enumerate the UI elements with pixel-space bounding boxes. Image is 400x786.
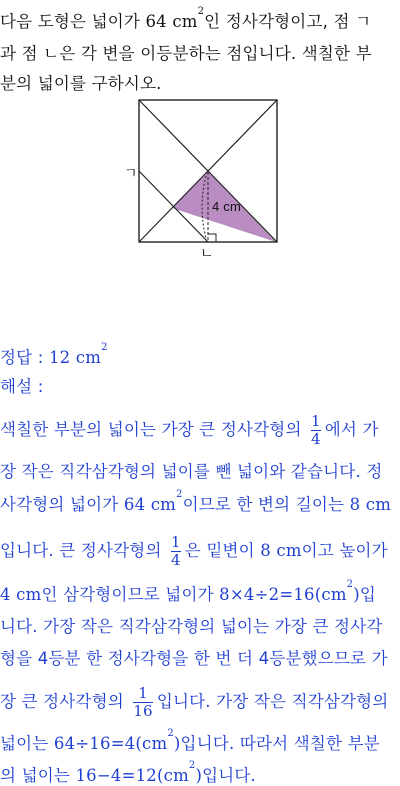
- answer-unit: cm: [75, 348, 102, 367]
- point-g-label: ㄱ: [124, 166, 138, 182]
- explanation-text: 입니다. 큰 정사각형의: [0, 541, 168, 560]
- explanation-line-1: [0, 413, 379, 448]
- fraction-denominator: 16: [133, 702, 153, 720]
- explanation-text: 인 삼각형이므로 넓이가: [41, 585, 220, 604]
- explanation-text: 색칠한 부분의 넓이는 가장 큰 정사각형의: [0, 420, 308, 439]
- area-expression: 16−4=12(cm: [75, 766, 189, 785]
- fraction-denominator: 4: [311, 430, 321, 448]
- explanation-text: 넓이는: [0, 734, 54, 753]
- fraction-one-quarter: [311, 413, 321, 448]
- area-expression: 8×4÷2=16(cm: [219, 585, 347, 604]
- fraction-numerator: 1: [171, 533, 181, 551]
- explanation-line-7: 형을 4등분 한 정사각형을 한 번 더 4등분했으므로 가: [0, 649, 388, 668]
- problem-text: 인 정사각형이고, 점 ㄱ: [204, 12, 372, 31]
- explanation-text: 의 넓이는: [0, 766, 76, 785]
- point-n-label: ㄴ: [200, 246, 214, 262]
- explanation-text: 입니다. 따라서 색칠한 부분: [180, 734, 380, 753]
- fraction-numerator: 1: [138, 684, 148, 702]
- answer-value: 12: [48, 348, 71, 367]
- explanation-line-9: [0, 730, 380, 754]
- explanation-text: 장 큰 정사각형의: [0, 692, 130, 711]
- expression-close: ): [353, 585, 360, 604]
- area-exponent: 2: [346, 579, 354, 590]
- side-length: 8 cm: [349, 495, 392, 514]
- explanation-text: 이고 높이가: [301, 541, 388, 560]
- explanation-text: 입: [359, 585, 377, 604]
- explanation-text: 에서 가: [324, 420, 379, 439]
- problem-line-2: 과 점 ㄴ은 각 변을 이등분하는 점입니다. 색칠한 부: [0, 44, 372, 63]
- right-angle-mark: [208, 234, 216, 242]
- explanation-text: 이므로 한 변의 길이는: [182, 495, 350, 514]
- area-expression: 64÷16=4(cm: [53, 734, 168, 753]
- explanation-line-5: [0, 581, 376, 605]
- fraction-numerator: 1: [311, 412, 321, 430]
- height-length: 4 cm: [0, 585, 42, 604]
- fraction-one-quarter: [171, 534, 181, 569]
- explanation-text: 입니다.: [202, 766, 256, 785]
- area-exponent: 2: [176, 489, 183, 500]
- height-label: 4 cm: [212, 199, 241, 214]
- fraction-denominator: 4: [171, 551, 181, 569]
- area-value: 64: [145, 12, 167, 31]
- expression-close: ): [173, 734, 181, 753]
- answer-label: 정답 :: [0, 348, 49, 367]
- explanation-line-6: 니다. 가장 작은 직각삼각형의 넓이는 가장 큰 정사각: [0, 617, 383, 636]
- base-length: 8 cm: [260, 541, 302, 560]
- explanation-line-4: [0, 534, 388, 569]
- explanation-label: 해설 :: [0, 377, 44, 396]
- problem-text: 다음 도형은 넓이가: [0, 12, 146, 31]
- area-unit: cm: [150, 495, 177, 514]
- area-exponent: 2: [188, 760, 196, 771]
- expression-close: ): [195, 766, 203, 785]
- answer-exponent: 2: [101, 342, 108, 353]
- answer-line: [0, 344, 108, 368]
- area-exponent: 2: [197, 6, 205, 17]
- explanation-line-8: [0, 685, 388, 720]
- area-exponent: 2: [167, 728, 174, 739]
- area-unit: cm: [172, 12, 198, 31]
- explanation-text: 입니다. 가장 작은 직각삼각형의: [156, 692, 389, 711]
- explanation-text: 사각형의 넓이가: [0, 495, 124, 514]
- explanation-line-3: [0, 491, 391, 515]
- explanation-line-2: 장 작은 직각삼각형의 넓이를 뺀 넓이와 같습니다. 정: [0, 462, 383, 481]
- problem-line-3: 분의 넓이를 구하시오.: [0, 74, 162, 93]
- explanation-line-10: [0, 762, 256, 786]
- explanation-text: 은 밑변이: [184, 541, 261, 560]
- area-value: 64: [123, 495, 146, 514]
- fraction-one-sixteenth: [133, 685, 153, 720]
